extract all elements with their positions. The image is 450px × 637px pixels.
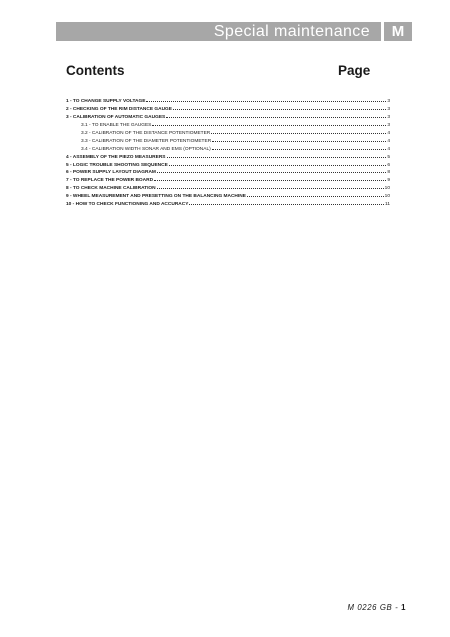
toc-entry-label: 3.4 - CALIBRATION WIDTH SONAR AND EMS (OPTIONAL) xyxy=(81,146,211,152)
toc-leader-dots xyxy=(247,191,384,197)
toc-leader-dots xyxy=(212,143,387,149)
document-code: M 0226 GB - xyxy=(347,603,402,612)
toc-entry-page: 4 xyxy=(387,146,390,152)
toc-entry-page: 11 xyxy=(385,201,390,207)
toc-leader-dots xyxy=(167,151,387,157)
toc-entry-page: 4 xyxy=(387,138,390,144)
toc-entry-label: 3.3 - CALIBRATION OF THE DIAMETER POTENTIOMETER xyxy=(81,138,212,144)
toc-entry[interactable] xyxy=(66,96,390,104)
toc-entry-page: 5 xyxy=(387,154,390,160)
toc-entry-page: 3 xyxy=(387,99,390,105)
toc-entry-label: 3.2 - CALIBRATION OF THE DISTANCE POTENTIOMETER xyxy=(81,130,211,136)
toc-leader-dots xyxy=(211,128,386,134)
contents-heading: Contents xyxy=(66,63,125,78)
toc-leader-dots xyxy=(152,120,386,126)
toc-entry-page: 10 xyxy=(384,194,390,200)
toc-entry-label: 6 - POWER SUPPLY LAYOUT DIAGRAM xyxy=(66,170,156,176)
toc-leader-dots xyxy=(154,175,386,181)
toc-entry-page: 6 xyxy=(387,162,390,168)
toc-entry-label: 8 - TO CHECK MACHINE CALIBRATION xyxy=(66,186,156,192)
toc-entry-label: 1 - TO CHANGE SUPPLY VOLTAGE xyxy=(66,99,146,105)
toc-entry-label: 3.1 - TO ENABLE THE GAUGES xyxy=(81,123,152,129)
toc-entry-page: 10 xyxy=(384,186,390,192)
toc-leader-dots xyxy=(157,167,386,173)
toc-entry-label: 7 - TO REPLACE THE POWER BOARD xyxy=(66,178,154,184)
toc-entry-page: 3 xyxy=(387,115,390,121)
toc-leader-dots xyxy=(169,159,387,165)
toc-leader-dots xyxy=(157,183,384,189)
toc-leader-dots xyxy=(146,96,386,102)
page-footer xyxy=(347,603,406,612)
toc-entry-page: 8 xyxy=(387,170,390,176)
toc-entry-page: 9 xyxy=(387,178,390,184)
toc-entry-page: 3 xyxy=(387,107,390,113)
toc-entry-page: 4 xyxy=(387,130,390,136)
toc-leader-dots xyxy=(173,104,386,110)
table-of-contents xyxy=(66,96,390,206)
toc-leader-dots xyxy=(189,199,384,205)
toc-entry-label: 10 - HOW TO CHECK FUNCTIONING AND ACCURACY xyxy=(66,201,189,207)
section-letter-badge: M xyxy=(391,23,405,40)
header-title: Special maintenance xyxy=(213,23,370,40)
page-number: 1 xyxy=(401,603,406,612)
toc-entry-label: 4 - ASSEMBLY OF THE PIEZO MEASURERS xyxy=(66,154,166,160)
toc-leader-dots xyxy=(166,112,386,118)
toc-entry-page: 3 xyxy=(387,123,390,129)
toc-leader-dots xyxy=(212,135,386,141)
toc-entry-label: 9 - WHEEL MEASUREMENT AND PRESETTING ON THE BALANCING MACHINE xyxy=(66,194,246,200)
toc-entry-label: 2 - CHECKING OF THE RIM DISTANCE GAUGE xyxy=(66,107,172,113)
toc-entry-label: 5 - LOGIC TROUBLE SHOOTING SEQUENCE xyxy=(66,162,168,168)
page-column-heading: Page xyxy=(338,63,371,78)
toc-entry-label: 3 - CALIBRATION OF AUTOMATIC GAUGES xyxy=(66,115,166,121)
